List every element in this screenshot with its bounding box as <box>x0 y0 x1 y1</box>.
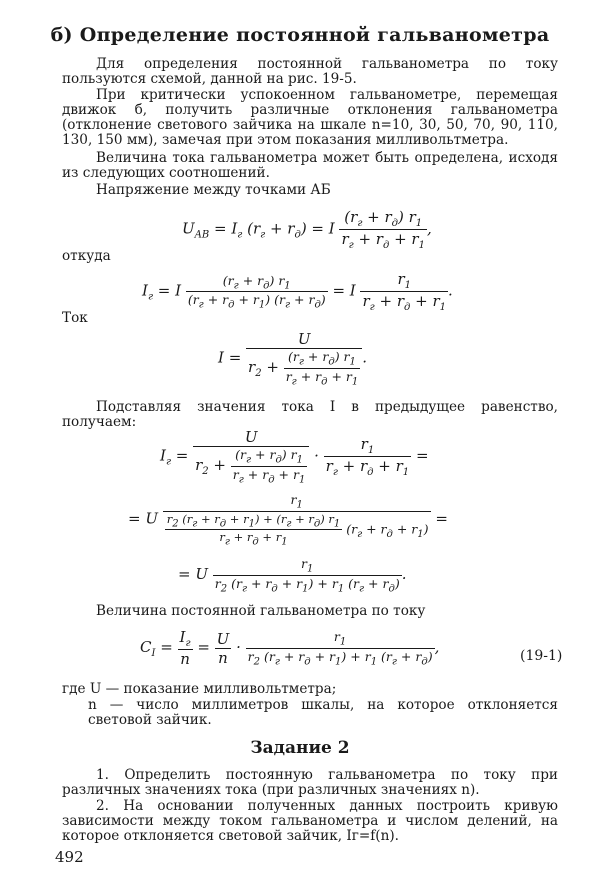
legend-n: n — число миллиметров шкалы, на которое отклоняется световой зайчик. <box>88 697 558 728</box>
paragraph-scheme: Для определения постоянной гальванометра по току пользуются схемой, данной на рис. 19-5. <box>62 56 558 87</box>
equation-voltage-ab: $U_{AB} = I_г$ $(r_г + r_д) = I$ $\frac{(r_г + r_д) r_1}{r_г + r_д + r_1}$ , <box>182 208 432 251</box>
equation-number: (19-1) <box>520 648 563 664</box>
equation-substitution-line1: $I_г$ = U $r_2$ + $\frac{(r_г + r_д) r_1}{r_г + r_д + r_1}$ · $\frac{r_1}{r_г + r_д + r_1}$ = <box>160 428 429 485</box>
equation-galvanometer-constant: $C_I$ = $\frac{I_г}{n}$ = $\frac{U}{n}$ · $\frac{r_1}{r_2 (r_г + r_д + r_1) + r_1 (r_г + r_д)}$ , <box>140 628 440 668</box>
equation-substitution-line3: = U $\frac{r_1}{r_2 (r_г + r_д + r_1) + r_1 (r_г + r_д)}$ . <box>178 556 407 594</box>
task-title: Задание 2 <box>250 738 350 758</box>
equation-total-current: I = U $r_2$ + $\frac{(r_г + r_д) r_1}{r_г + r_д + r_1}$ . <box>218 330 368 387</box>
task-item-1: 1. Определить постоянную гальванометра по току при различных значениях тока (при различных значениях n). <box>62 767 558 798</box>
equation-galvanometer-current: $I_г = I$ $\frac{(r_г + r_д) r_1}{(r_г + r_д + r_1) (r_г + r_д)}$ = I $\frac{r_1}{r_г + r_д + r_1}$ . <box>142 270 453 313</box>
equation-substitution-line2: = U $r_1$ $\frac{r_2 (r_г + r_д + r_1) + (r_г + r_д) r_1}{r_г + r_д + r_1}$ $(r_г + r_д + r_1)$ = <box>128 492 448 548</box>
page-number: 492 <box>55 848 84 866</box>
paragraph-constant: Величина постоянной гальванометра по току <box>96 603 426 619</box>
paragraph-current-intro: Величина тока гальванометра может быть определена, исходя из следующих соотношений. <box>62 150 558 181</box>
paragraph-substitution: Подставляя значения тока I в предыдущее равенство, получаем: <box>62 399 558 430</box>
paragraph-voltage: Напряжение между точками АБ <box>96 182 331 198</box>
word-otkuda: откуда <box>62 248 111 264</box>
task-item-2: 2. На основании полученных данных построить кривую зависимости между током гальванометра и числом делений, на которое отклоняется световой зайчик, Iг=f(n). <box>62 798 558 844</box>
section-title: б) Определение постоянной гальванометра <box>50 24 550 46</box>
legend-u: где U — показание милливольтметра; <box>62 681 337 697</box>
word-tok: Ток <box>62 310 88 326</box>
paragraph-procedure: При критически успокоенном гальванометре, перемещая движок б, получить различные отклонения гальванометра (отклонение светового зайчика на шкале n=10, 30, 50, 70, 90, 110, 130, 150 мм), замечая при этом показания милливольтметра. <box>62 87 558 148</box>
